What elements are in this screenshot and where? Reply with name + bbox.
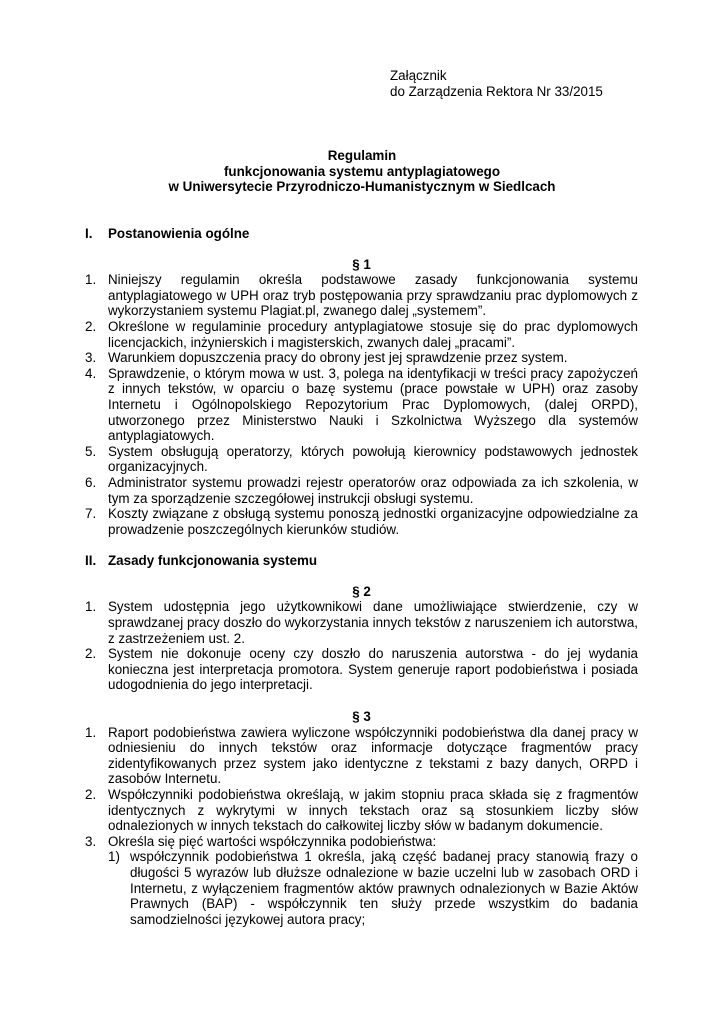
item-number: 2. <box>85 646 97 662</box>
document-body <box>85 226 638 927</box>
sub-list-item <box>108 849 638 927</box>
list-item <box>85 366 638 444</box>
item-number: 6. <box>85 474 97 490</box>
list-item <box>85 506 638 537</box>
paragraph-sign: § 2 <box>352 583 371 599</box>
item-number: 2. <box>85 318 97 334</box>
item-body <box>108 834 638 928</box>
list-item <box>85 319 638 350</box>
item-number: 4. <box>85 365 97 381</box>
item-text: Współczynniki podobieństwa określają, w jakim stopniu praca składa się z fragmentów identycznych z wykrytymi w innych tekstach oraz są stosunkiem liczby słów odnalezionych w innych tekstach do całkowitej liczby słów w badanym dokumencie. <box>108 787 638 834</box>
item-number: 2. <box>85 787 97 802</box>
list-item <box>85 475 638 506</box>
item-text: System nie dokonuje oceny czy doszło do naruszenia autorstwa - do jej wydania konieczna jest interpretacja promotora. System generuje raport podobieństwa i posiada udogodnienia do jego interpretacji. <box>108 646 638 693</box>
item-text: Niniejszy regulamin określa podstawowe zasady funkcjonowania systemu antyplagiatowego w UPH oraz tryb postępowania przy sprawdzaniu prac dyplomowych z wykorzystaniem systemu Plagiat.pl, zwanego dalej „systemem”. <box>108 272 638 319</box>
sub-items <box>108 849 638 927</box>
list-item <box>85 834 638 928</box>
item-text: Warunkiem dopuszczenia pracy do obrony jest jej sprawdzenie przez system. <box>108 350 568 366</box>
item-text: Określone w regulaminie procedury antyplagiatowe stosuje się do prac dyplomowych licencjackich, inżynierskich i magisterskich, zwanych dalej „pracami”. <box>108 318 638 350</box>
item-text: System udostępnia jego użytkownikowi dane umożliwiające stwierdzenie, czy w sprawdzanej pracy doszło do wykorzystania innych tekstów z naruszeniem ich autorstwa, z zastrzeżeniem ust. 2. <box>108 599 638 646</box>
document-title <box>0 148 724 195</box>
item-number: 1. <box>85 272 97 288</box>
item-number: 7. <box>85 506 97 522</box>
list-item <box>85 444 638 475</box>
item-text: Określa się pięć wartości współczynnika podobieństwa: <box>108 833 437 849</box>
sub-item-number: 1) <box>108 849 120 865</box>
section-number: II. <box>85 553 97 569</box>
item-number: 5. <box>85 443 97 459</box>
title-line-2: funkcjonowania systemu antyplagiatowego <box>223 163 501 179</box>
sub-item-text: współczynnik podobieństwa 1 określa, jaką część badanej pracy stanowią frazy o długości 5 wyrazów lub dłuższe odnalezione w bazie uczelni lub w zasobach ORD i Internetu, z wyłączeniem fragmentów aktów prawnych odnalezionych w Bazie Aktów Prawnych (BAP) - współczynnik ten służy przede wszystkim do badania samodzielności językowej autora pracy; <box>130 849 638 927</box>
section-heading <box>85 553 638 569</box>
paragraph-items <box>85 725 638 928</box>
list-item <box>85 599 638 646</box>
paragraph-sign: § 1 <box>352 256 371 272</box>
item-text: System obsługują operatorzy, których powołują kierownicy podstawowych jednostek organizacyjnych. <box>108 443 638 475</box>
title-line-3: w Uniwersytecie Przyrodniczo-Humanistycznym w Siedlcach <box>168 179 556 195</box>
paragraph-items <box>85 599 638 693</box>
item-text: Sprawdzenie, o którym mowa w ust. 3, polega na identyfikacji w treści pracy zapożyczeń z innych tekstów, w oparciu o bazę systemu (prace powstałe w UPH) oraz zasoby Internetu i Ogólnopolskiego Repozytorium Prac Dyplomowych, (dalej ORPD), utworzonego przez Ministerstwo Nauki i Szkolnictwa Wyższego dla systemów antyplagiatowych. <box>108 365 638 444</box>
paragraph-sign: § 3 <box>352 709 371 725</box>
section-heading <box>85 226 638 242</box>
item-number: 3. <box>85 833 97 849</box>
list-item <box>85 787 638 834</box>
section-title: Postanowienia ogólne <box>108 226 250 241</box>
title-line-1: Regulamin <box>327 148 397 163</box>
section-title: Zasady funkcjonowania systemu <box>108 553 318 569</box>
item-text: Raport podobieństwa zawiera wyliczone współczynniki podobieństwa dla danej pracy w odniesieniu do innych tekstów oraz informacje dotyczące fragmentów pracy zidentyfikowanych przez system jako identyczne z tekstami z bazy danych, ORPD i zasobów Internetu. <box>108 724 638 787</box>
section-number: I. <box>85 226 93 241</box>
list-item <box>85 272 638 319</box>
paragraph-items <box>85 272 638 537</box>
attachment-reference: do Zarządzenia Rektora Nr 33/2015 <box>390 83 603 99</box>
item-number: 3. <box>85 350 97 366</box>
list-item <box>85 725 638 787</box>
item-number: 1. <box>85 724 97 740</box>
list-item <box>85 646 638 693</box>
attachment-note <box>390 68 603 99</box>
attachment-label: Załącznik <box>390 68 447 83</box>
item-text: Koszty związane z obsługą systemu ponoszą jednostki organizacyjne odpowiedzialne za prowadzenie poszczególnych kierunków studiów. <box>108 506 638 537</box>
list-item <box>85 350 638 366</box>
item-text: Administrator systemu prowadzi rejestr operatorów oraz odpowiada za ich szkolenia, w tym za sporządzenie szczegółowej instrukcji obsługi systemu. <box>108 474 638 506</box>
item-number: 1. <box>85 599 97 615</box>
